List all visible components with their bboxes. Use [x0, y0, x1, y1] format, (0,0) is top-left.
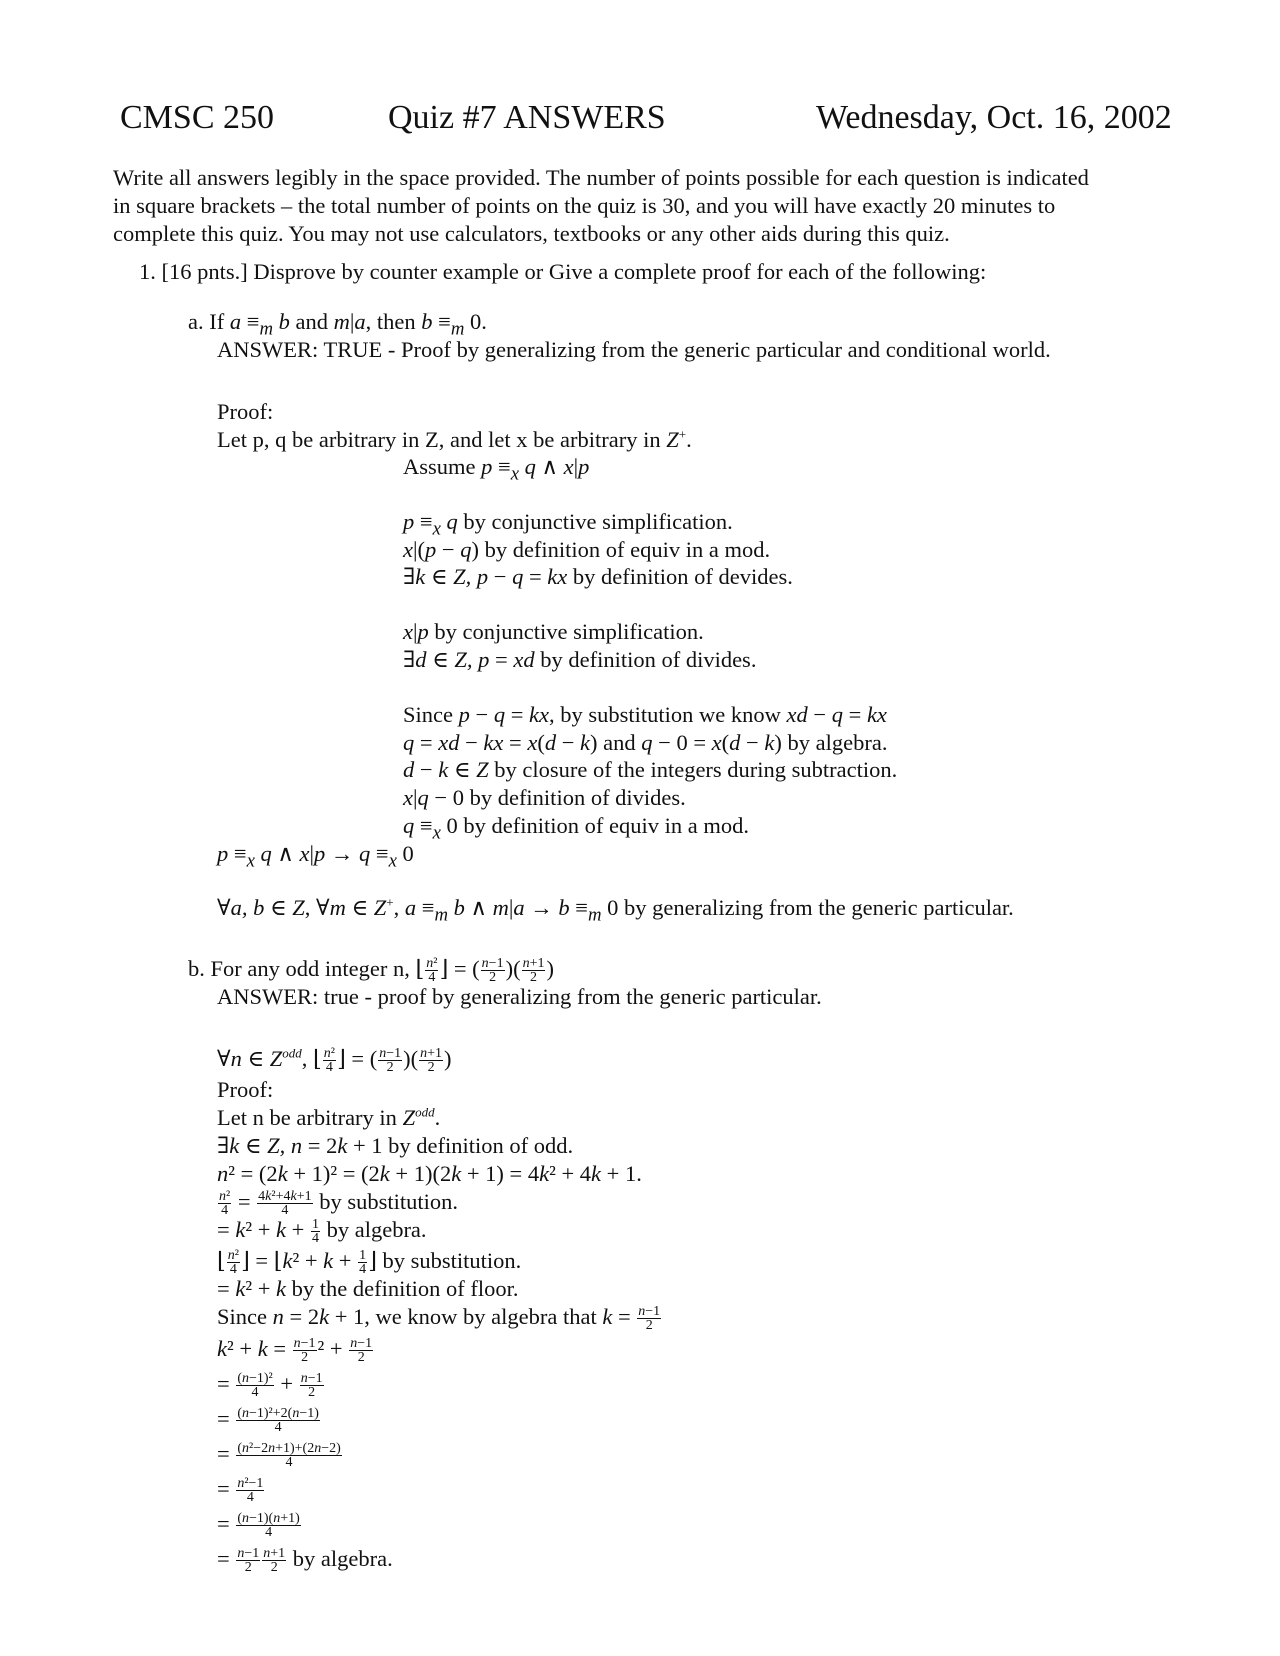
part-b-formal: ∀n ∈ $Z^{odd}$, ⌊ $\frac{\text{n²}}{4}$ ⌋ = ( $\frac{n-1}{2}$ )( $\frac{n+1}{2}$ ) — [217, 1045, 452, 1076]
proof-step: ∃d ∈ Z, p = xd by definition of divides. — [403, 647, 757, 672]
part-b-statement: b. For any odd integer n, ⌊ $\frac{\text{n²}}{4}$ ⌋ = ( $\frac{n-1}{2}$ )( $\frac{n+1}{2}$ ) — [188, 956, 554, 986]
part-a-proof-label: Proof: — [217, 399, 274, 424]
part-a-answer: ANSWER: TRUE - Proof by generalizing from the generic particular and conditional world. — [217, 337, 1051, 362]
proof-step: x|(p − q) by definition of equiv in a mod. — [403, 537, 771, 562]
question-1-label: 1. [16 pnts.] Disprove by counter example or Give a complete proof for each of the following: — [139, 259, 987, 284]
proof-step: d − k ∈ Z by closure of the integers during subtraction. — [403, 757, 898, 782]
part-a-let-line: Let p, q be arbitrary in Z, and let x be arbitrary in Z+. — [217, 426, 692, 452]
proof-step: = $\frac{(n-1)(n+1)}{4}$ — [217, 1511, 300, 1541]
instructions-line: in square brackets – the total number of points on the quiz is 30, and you will have exactly 20 minutes to — [113, 193, 1056, 218]
proof-step: ∃k ∈ Z, p − q = kx by definition of devides. — [403, 564, 793, 589]
proof-step: x|p by conjunctive simplification. — [403, 619, 704, 644]
proof-step: $\frac{\text{n²}}{4}$ = $\frac{\text{4k²+4k+1}}{4}$ by substitution. — [219, 1189, 458, 1219]
part-b-proof-label: Proof: — [217, 1077, 274, 1102]
proof-step: q = xd − kx = x(d − k) and q − 0 = x(d − k) by algebra. — [403, 730, 888, 755]
proof-step: = $\frac{\text{(n−1)²+2(n−1)}}{4}$ — [217, 1406, 319, 1436]
proof-step: $p \equiv_x$ q by conjunctive simplification. — [403, 509, 733, 540]
proof-step: Since n = 2k + 1, we know by algebra that k = $\frac{n-1}{2}$ — [217, 1304, 661, 1334]
proof-step: = $\frac{\text{n²−1}}{4}$ — [217, 1476, 264, 1506]
instructions-line: Write all answers legibly in the space provided. The number of points possible for each question is indicated — [113, 165, 1089, 190]
instructions-line: complete this quiz. You may not use calculators, textbooks or any other aids during this quiz. — [113, 221, 950, 246]
proof-step: $q \equiv_x$ 0 by definition of equiv in a mod. — [403, 813, 749, 844]
proof-step: = $\frac{\text{(n−1)²}}{4}$ + $\frac{n-1}{2}$ — [217, 1371, 323, 1401]
proof-step: = $\frac{n-1}{2}$ $\frac{n+1}{2}$ by algebra. — [217, 1546, 393, 1576]
quiz-title: Quiz #7 ANSWERS — [388, 99, 666, 136]
part-b-answer: ANSWER: true - proof by generalizing from the generic particular. — [217, 984, 822, 1009]
proof-step: = k² + k by the definition of floor. — [217, 1276, 519, 1301]
proof-step: = $\frac{\text{(n²−2n+1)+(2n−2)}}{4}$ — [217, 1441, 341, 1471]
proof-step: Let n be arbitrary in $Z^{odd}$. — [217, 1104, 441, 1130]
part-a-assume: Assume $p \equiv_x$ q ∧ x|p — [403, 454, 590, 485]
course-code: CMSC 250 — [120, 99, 274, 136]
proof-step: ∃k ∈ Z, n = 2k + 1 by definition of odd. — [217, 1133, 574, 1158]
part-a-generalization: ∀a, b ∈ Z, ∀m ∈ Z+, $a \equiv_m$ b ∧ $m|a \to b \equiv_m$ 0 by generalizing from the generic particular. — [217, 894, 1014, 926]
instructions — [113, 164, 1173, 248]
proof-step: ⌊ $\frac{\text{n²}}{4}$ ⌋ = ⌊k² + k + $\frac{1}{4}$ ⌋ by substitution. — [217, 1248, 522, 1278]
proof-step: x|q − 0 by definition of divides. — [403, 785, 686, 810]
proof-step: = k² + k + $\frac{1}{4}$ by algebra. — [217, 1217, 427, 1247]
proof-step: k² + k = $\frac{n-1}{2}$ ² + $\frac{n-1}{2}$ — [217, 1336, 373, 1366]
proof-step: Since p − q = kx, by substitution we know xd − q = kx — [403, 702, 887, 727]
proof-step: n² = (2k + 1)² = (2k + 1)(2k + 1) = 4k² + 4k + 1. — [217, 1161, 642, 1186]
quiz-date: Wednesday, Oct. 16, 2002 — [816, 99, 1172, 136]
part-a-statement: a. If $a \equiv_m$ b and m|a, then $b \equiv_m$ 0. — [188, 309, 487, 340]
part-a-conditional: $p \equiv_x$ q ∧ $x|p \to q \equiv_x$ 0 — [217, 841, 414, 872]
